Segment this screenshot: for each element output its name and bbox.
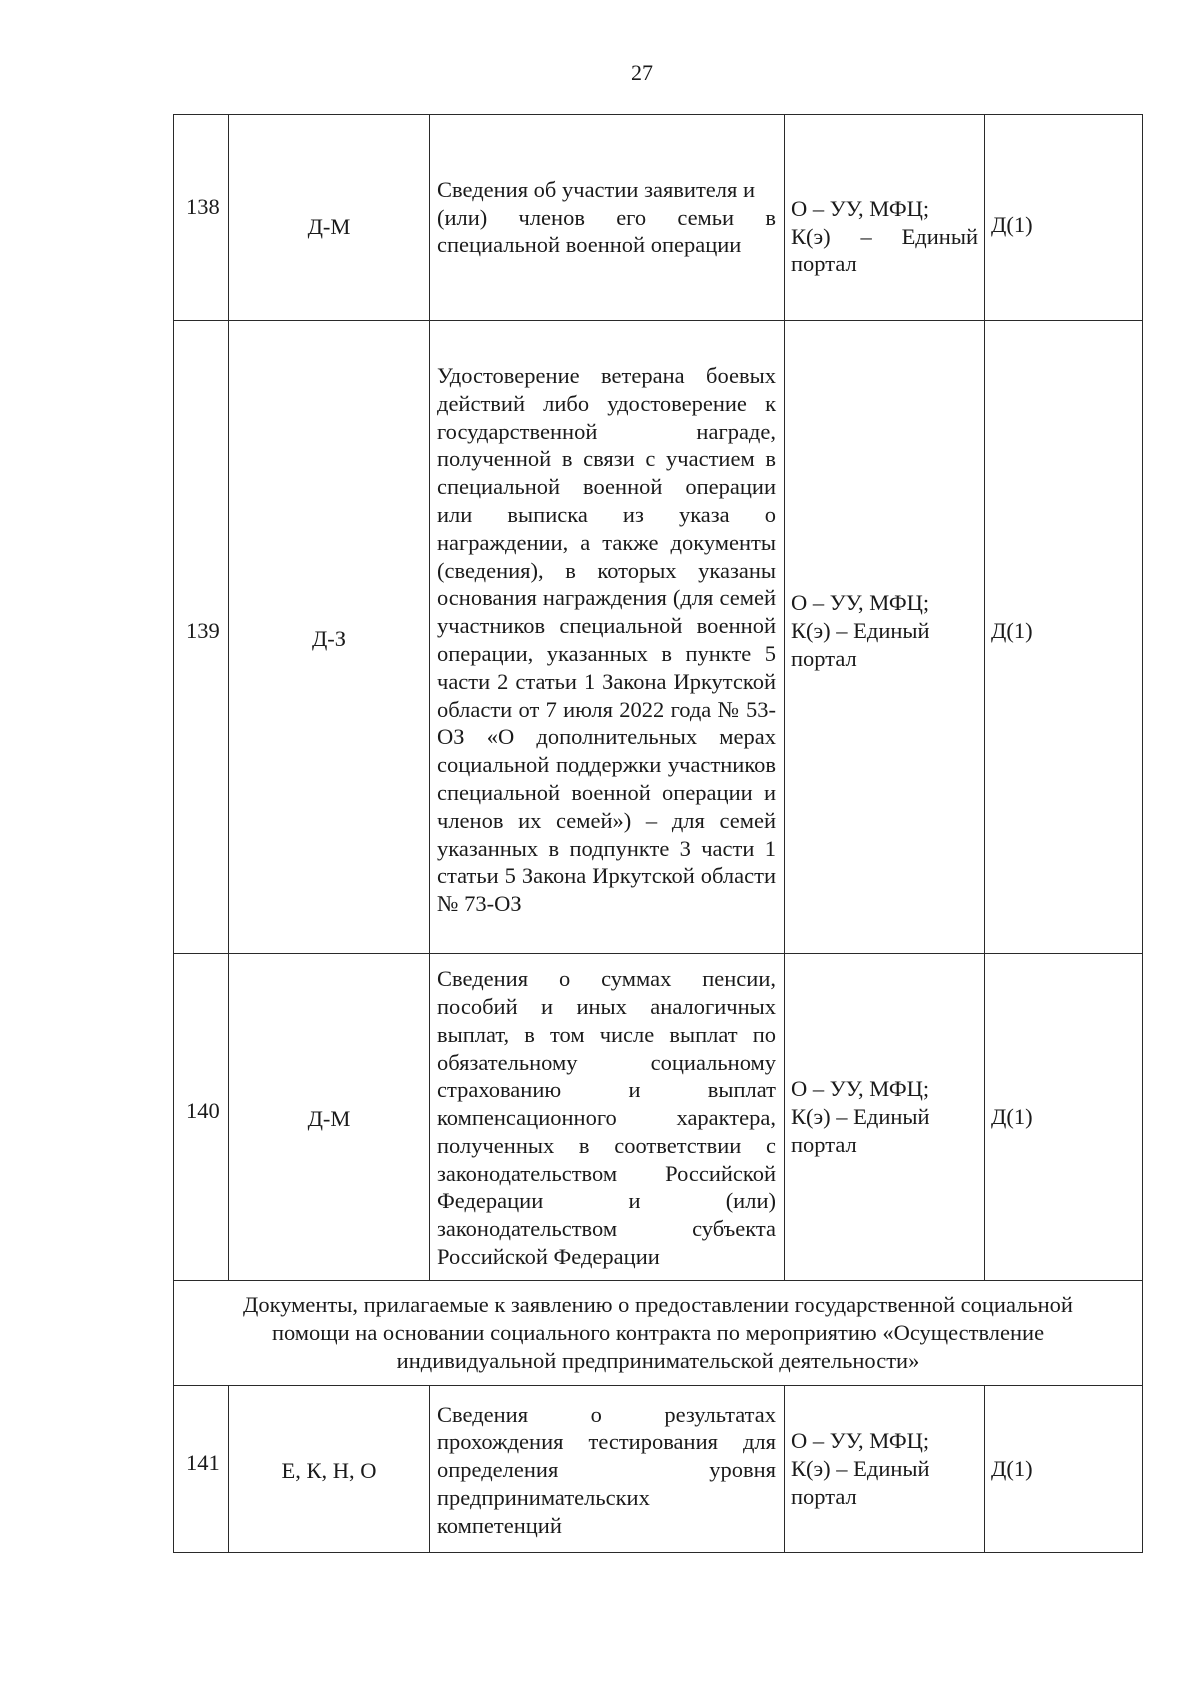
- category-cell: Д-М: [229, 115, 430, 321]
- table-row: [174, 321, 1143, 954]
- method-line: О – УУ, МФЦ;: [791, 1428, 930, 1454]
- submission-method-cell: [785, 954, 985, 1281]
- word: Единый: [901, 223, 978, 249]
- document-name-cell: Сведения о результатах прохождения тестирования для определения уровня предпринимательских компетенций: [430, 1386, 785, 1553]
- document-type-cell: Д(1): [985, 115, 1143, 321]
- word: его: [616, 204, 647, 230]
- method-line: портал: [791, 1131, 857, 1157]
- method-line: [791, 223, 978, 251]
- documents-table: [173, 114, 1143, 1553]
- method-line: О – УУ, МФЦ;: [791, 1076, 930, 1102]
- document-name-cell: Сведения о суммах пенсии, пособий и иных аналогичных выплат, в том числе выплат по обязательному социальному страхованию и выплат компенсационного характера, полученных в соответствии с законодательством Российской Федерации и (или) законодательством субъекта Российской Федерации: [430, 954, 785, 1281]
- word: семьи: [677, 204, 735, 230]
- method-line: К(э) – Единый: [791, 1456, 930, 1482]
- category-cell: Д-З: [229, 321, 430, 954]
- document-name-cell: [430, 115, 785, 321]
- document-type-cell: Д(1): [985, 954, 1143, 1281]
- submission-method-cell: [785, 1386, 985, 1553]
- category-cell: Е, К, Н, О: [229, 1386, 430, 1553]
- row-number: 141: [174, 1386, 229, 1553]
- document-name-line: [437, 204, 776, 232]
- row-number: 138: [174, 115, 229, 321]
- category-cell: Д-М: [229, 954, 430, 1281]
- method-line: портал: [791, 1483, 857, 1509]
- table-row: [174, 954, 1143, 1281]
- document-name-line: специальной военной операции: [437, 232, 742, 258]
- document-type-cell: Д(1): [985, 321, 1143, 954]
- word: К(э): [791, 223, 831, 249]
- word: членов: [518, 204, 585, 230]
- method-line: О – УУ, МФЦ;: [791, 590, 930, 616]
- method-line: К(э) – Единый: [791, 618, 930, 644]
- method-line: портал: [791, 251, 857, 277]
- table-row: [174, 1386, 1143, 1553]
- document-name-cell: Удостоверение ветерана боевых действий либо удостоверение к государственной награде, полученной в связи с участием в специальной военной операции или выписка из указа о награждении, а также документы (сведения), в которых указаны основания награждения (для семей участников специальной военной операции, указанных в пункте 5 части 2 статьи 1 Закона Иркутской области от 7 июля 2022 года № 53-ОЗ «О дополнительных мерах социальной поддержки участников специальной военной операции и членов их семей») – для семей указанных в подпункте 3 части 1 статьи 5 Закона Иркутской области № 73-ОЗ: [430, 321, 785, 954]
- document-name-line: Сведения об участии заявителя и: [437, 176, 756, 202]
- submission-method-cell: [785, 115, 985, 321]
- row-number: 140: [174, 954, 229, 1281]
- submission-method-cell: [785, 321, 985, 954]
- section-header: Документы, прилагаемые к заявлению о предоставлении государственной социальной помощи на основании социального контракта по мероприятию «Осуществление индивидуальной предпринимательской деятельности»: [174, 1281, 1143, 1386]
- page-number: 27: [631, 60, 653, 85]
- method-line: портал: [791, 645, 857, 671]
- method-line: К(э) – Единый: [791, 1104, 930, 1130]
- document-type-cell: Д(1): [985, 1386, 1143, 1553]
- method-line: О – УУ, МФЦ;: [791, 195, 930, 221]
- row-number: 139: [174, 321, 229, 954]
- word: в: [765, 204, 776, 230]
- word: –: [860, 223, 872, 249]
- section-header-row: [174, 1281, 1143, 1386]
- word: (или): [437, 204, 488, 230]
- table-row: [174, 115, 1143, 321]
